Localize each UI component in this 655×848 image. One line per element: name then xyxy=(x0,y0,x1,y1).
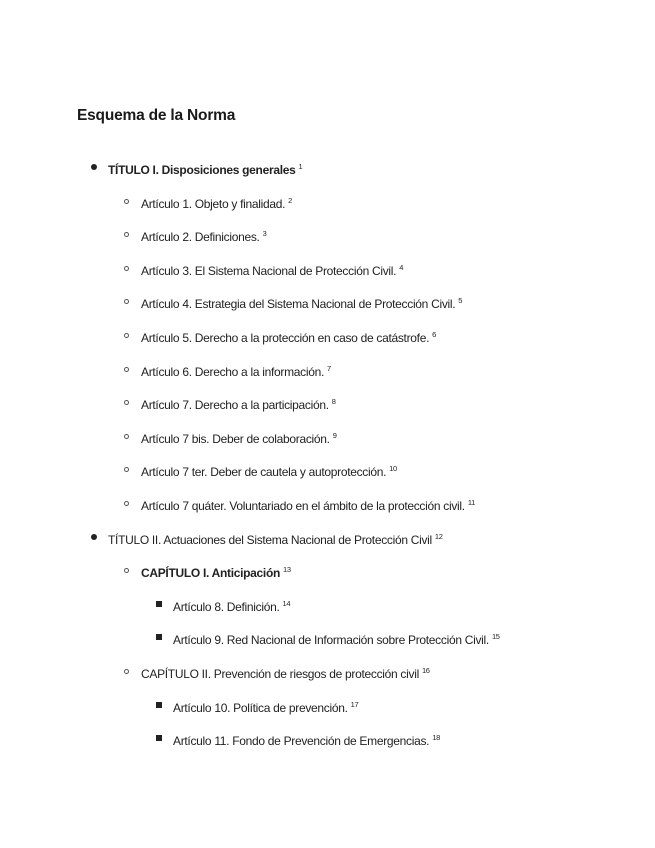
footnote-ref[interactable]: 8 xyxy=(331,397,336,406)
footnote-ref[interactable]: 17 xyxy=(350,700,359,709)
outline-item-label: Artículo 11. Fondo de Prevención de Emergencias. xyxy=(173,734,430,748)
outline-item[interactable] xyxy=(141,459,397,479)
footnote-ref[interactable]: 10 xyxy=(389,464,397,473)
outline-item[interactable] xyxy=(141,191,292,211)
square-bullet-icon xyxy=(149,695,169,715)
outline-item[interactable] xyxy=(108,527,443,547)
outline-item-label: Artículo 7 ter. Deber de cautela y autoprotección. xyxy=(141,465,387,479)
outline-item[interactable] xyxy=(141,291,462,311)
footnote-ref[interactable]: 4 xyxy=(399,263,404,272)
outline-item[interactable] xyxy=(141,359,331,379)
footnote-ref[interactable]: 9 xyxy=(332,431,337,440)
circle-bullet-icon xyxy=(116,291,136,311)
footnote-ref[interactable]: 11 xyxy=(467,498,475,507)
square-bullet-icon xyxy=(149,728,169,748)
outline-item-label: Artículo 9. Red Nacional de Información sobre Protección Civil. xyxy=(173,633,489,647)
outline-item-label: CAPÍTULO II. Prevención de riesgos de protección civil xyxy=(141,667,419,681)
disc-bullet-icon xyxy=(84,527,104,547)
outline-item[interactable] xyxy=(141,661,430,681)
square-bullet-icon xyxy=(149,627,169,647)
circle-bullet-icon xyxy=(116,359,136,379)
footnote-ref[interactable]: 18 xyxy=(432,733,440,742)
outline-item[interactable] xyxy=(141,392,336,412)
circle-bullet-icon xyxy=(116,392,136,412)
footnote-ref[interactable]: 16 xyxy=(421,666,430,675)
outline-item-label: Artículo 7 quáter. Voluntariado en el ámbito de la protección civil. xyxy=(141,499,465,513)
footnote-ref[interactable]: 12 xyxy=(434,532,443,541)
circle-bullet-icon xyxy=(116,426,136,446)
outline-item-label: Artículo 8. Definición. xyxy=(173,600,280,614)
outline-item-label: Artículo 1. Objeto y finalidad. xyxy=(141,197,286,211)
outline-item[interactable] xyxy=(173,695,358,715)
outline-item[interactable] xyxy=(173,728,440,748)
outline-item-label: Artículo 7. Derecho a la participación. xyxy=(141,398,329,412)
outline-item[interactable] xyxy=(141,493,475,513)
footnote-ref[interactable]: 15 xyxy=(491,632,500,641)
outline-item-label: Artículo 6. Derecho a la información. xyxy=(141,365,324,379)
circle-bullet-icon xyxy=(116,459,136,479)
outline-item-label: Artículo 7 bis. Deber de colaboración. xyxy=(141,432,330,446)
outline-item[interactable] xyxy=(141,325,436,345)
circle-bullet-icon xyxy=(116,258,136,278)
footnote-ref[interactable]: 7 xyxy=(327,364,331,373)
footnote-ref[interactable]: 5 xyxy=(458,296,463,305)
square-bullet-icon xyxy=(149,594,169,614)
footnote-ref[interactable]: 1 xyxy=(298,162,303,171)
circle-bullet-icon xyxy=(116,224,136,244)
outline-item-label: Artículo 10. Política de prevención. xyxy=(173,701,348,715)
circle-bullet-icon xyxy=(116,493,136,513)
outline-item-label: Artículo 2. Definiciones. xyxy=(141,230,260,244)
outline-item[interactable] xyxy=(173,594,290,614)
circle-bullet-icon xyxy=(116,191,136,211)
footnote-ref[interactable]: 6 xyxy=(432,330,436,339)
footnote-ref[interactable]: 13 xyxy=(283,565,291,574)
circle-bullet-icon xyxy=(116,661,136,681)
outline-item[interactable] xyxy=(141,224,266,244)
disc-bullet-icon xyxy=(84,157,104,177)
page-title: Esquema de la Norma xyxy=(77,107,236,124)
outline-item[interactable] xyxy=(141,560,291,580)
circle-bullet-icon xyxy=(116,325,136,345)
footnote-ref[interactable]: 2 xyxy=(288,196,292,205)
footnote-ref[interactable]: 3 xyxy=(262,229,267,238)
outline-item[interactable] xyxy=(108,157,302,177)
outline-item[interactable] xyxy=(141,426,337,446)
outline-item[interactable] xyxy=(141,258,403,278)
outline-item-label: Artículo 4. Estrategia del Sistema Nacional de Protección Civil. xyxy=(141,297,456,311)
outline-item-label: CAPÍTULO I. Anticipación xyxy=(141,566,281,580)
outline-item-label: TÍTULO II. Actuaciones del Sistema Nacional de Protección Civil xyxy=(108,533,432,547)
outline-item-label: Artículo 3. El Sistema Nacional de Protección Civil. xyxy=(141,264,397,278)
circle-bullet-icon xyxy=(116,560,136,580)
outline-item[interactable] xyxy=(173,627,500,647)
outline-item-label: Artículo 5. Derecho a la protección en caso de catástrofe. xyxy=(141,331,430,345)
outline-item-label: TÍTULO I. Disposiciones generales xyxy=(108,163,296,177)
footnote-ref[interactable]: 14 xyxy=(282,599,291,608)
